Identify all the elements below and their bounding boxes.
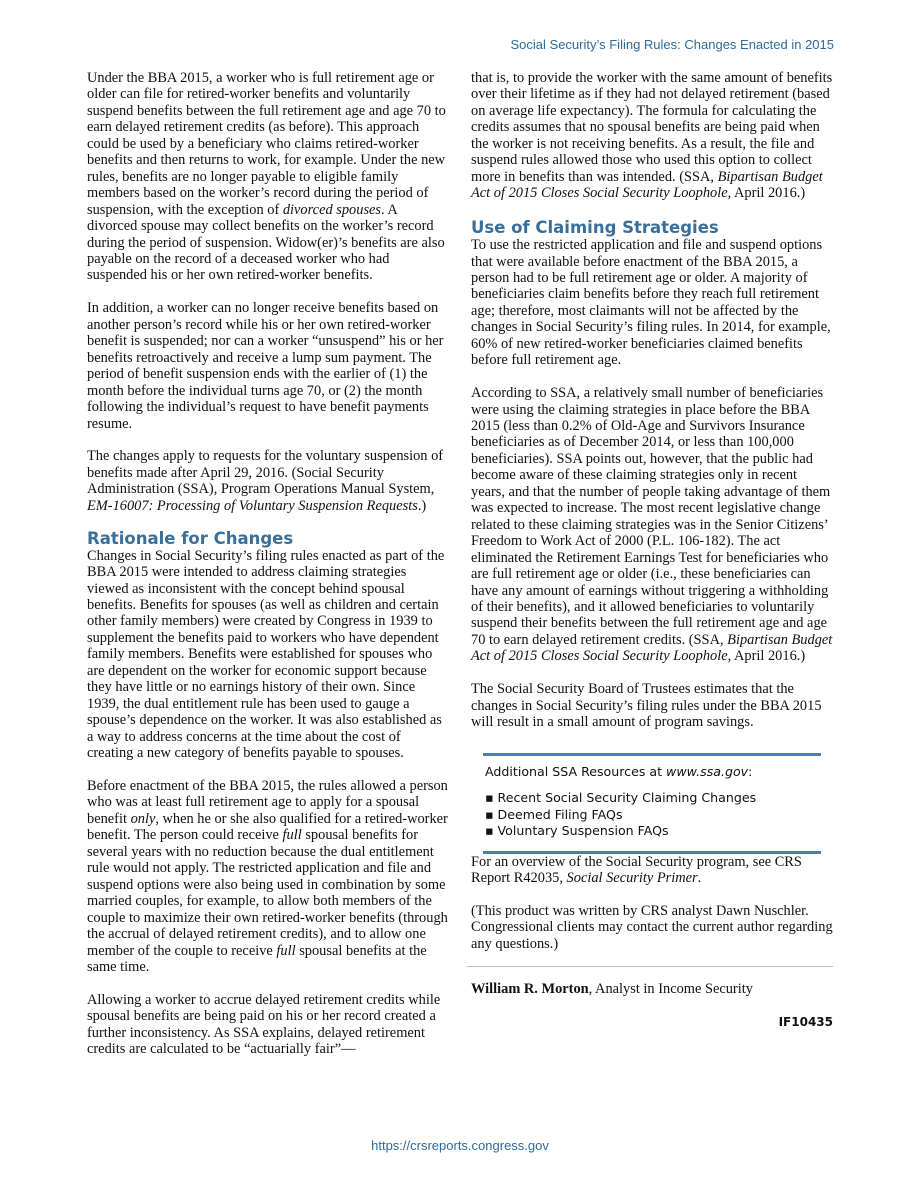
document-id: IF10435 — [778, 1015, 833, 1030]
resource-link[interactable]: ▪ Voluntary Suspension FAQs — [485, 823, 821, 840]
italic-text: divorced spouses — [282, 201, 382, 218]
resources-list — [485, 790, 821, 840]
text-span: that is, to provide the worker with the same amount of benefits over their lifetime as if they had not delayed retirement (based on average life expectancy). The formula for calculating the credits assumes that no spousal benefits are being paid when the worker is not receiving benefits. As a result, the file and suspend rules allowed those who used this option to collect more in benefits than was intended. (SSA, — [471, 70, 833, 185]
text-span: According to SSA, a relatively small number of beneficiaries were using the claiming strategies in place before the BBA 2015 (less than 0.2% of Old-Age and Survivors Insurance beneficiaries as of December 2014, or less than 100,000 beneficiaries). SSA points out, however, that the public had become aware of these claiming strategies only in recent years, and that the number of people taking advantage of them was expected to increase. The most recent legislative change related to these claiming strategies was in the Senior Citizens’ Freedom to Work Act of 2000 (P.L. 106-182). The act eliminated the Retirement Earnings Test for beneficiaries who are full retirement age or older (i.e., these beneficiaries can have any amount of earnings without triggering a withholding of their benefits), and it allowed beneficiaries to voluntarily suspend their benefits between the full retirement age and age 70 to earn delayed retirement credits. (SSA, — [471, 385, 831, 648]
italic-citation: Bipartisan Budget Act of 2015 Closes Social Security Loophole — [471, 631, 833, 665]
italic-text: full — [282, 827, 302, 844]
text-span: .) — [417, 497, 427, 514]
paragraph: To use the restricted application and file and suspend options that were available before enactment of the BBA 2015, a person had to be full retirement age or older. A majority of beneficiaries claim benefits before they reach full retirement age; therefore, most claimants will not be affected by the changes in Social Security’s filing rules. In 2014, for example, 60% of new retired-worker beneficiaries claimed benefits before full retirement age. — [471, 237, 831, 369]
text-span: . — [697, 870, 702, 887]
left-column — [87, 70, 449, 1074]
italic-citation: Bipartisan Budget Act of 2015 Closes Social Security Loophole — [471, 168, 823, 202]
site-link[interactable]: www.ssa.gov — [666, 763, 749, 779]
page-header-title: Social Security’s Filing Rules: Changes Enacted in 2015 — [510, 37, 834, 52]
italic-citation: Social Security Primer — [566, 870, 698, 887]
author-title: , Analyst in Income Security — [588, 981, 753, 998]
text-span: spousal benefits at the same time. — [87, 942, 427, 975]
italic-citation: EM-16007: Processing of Voluntary Suspension Requests — [87, 497, 418, 514]
text-span: Under the BBA 2015, a worker who is full retirement age or older can file for retired-worker benefits and voluntarily suspend benefits between the full retirement age and age 70 to earn delayed retirement credits (as before). This approach could be used by a beneficiary who claims retired-worker benefits and then returns to work, for example. Under the new rules, benefits are no longer payable to eligible family members based on the worker’s record during the period of suspension, with the exception of — [87, 70, 446, 218]
resource-link[interactable]: ▪ Deemed Filing FAQs — [485, 807, 821, 824]
text-span: The changes apply to requests for the voluntary suspension of benefits made after April 29, 2016. (Social Security Administration (SSA), Program Operations Manual System, — [87, 448, 444, 498]
author-line — [471, 981, 833, 997]
section-heading-use: Use of Claiming Strategies — [471, 218, 719, 238]
paragraph: (This product was written by CRS analyst Dawn Nuschler. Congressional clients may contact the current author regarding any questions.) — [471, 902, 833, 952]
paragraph — [87, 448, 449, 514]
paragraph — [87, 70, 449, 284]
paragraph: Allowing a worker to accrue delayed retirement credits while spousal benefits are being paid on his or her record created a further inconsistency. As SSA explains, delayed retirement credits are calculated to be “actuarially fair”— — [87, 991, 441, 1058]
text-span: For an overview of the Social Security program, see CRS Report R42035, — [471, 853, 802, 887]
section-heading-rationale: Rationale for Changes — [87, 528, 294, 548]
paragraph — [471, 70, 833, 202]
paragraph — [471, 854, 833, 887]
paragraph — [471, 385, 833, 665]
resources-heading — [485, 764, 821, 781]
paragraph: Changes in Social Security’s filing rules enacted as part of the BBA 2015 were intended to address claiming strategies viewed as inconsistent with the concept behind spousal benefits. Benefits for spouses (as well as children and certain other family members) were created by Congress in 1939 to supplement the benefits paid to workers who have dependent family members. Benefits were established for spouses who are dependent on the worker for economic support because they have little or no earnings history of their own. Since 1939, the dual entitlement rule has been used to gauge a spouse’s dependence on the worker. It was also established as a way to address concerns at the time about the cost of creating a new category of benefits payable to spouses. — [87, 547, 445, 762]
text-span: , April 2016.) — [727, 185, 806, 202]
text-span: : — [748, 763, 753, 779]
author-name: William R. Morton — [471, 981, 589, 998]
text-span: . A divorced spouse may collect benefits on the worker’s record during the period of suspension. Widow(er)’s benefits are also payable on the record of a deceased worker who had suspended his or her own retired-worker benefits. — [87, 201, 445, 284]
paragraph: The Social Security Board of Trustees estimates that the changes in Social Security’s filing rules under the BBA 2015 will result in a small amount of program savings. — [471, 681, 822, 731]
text-span: , April 2016.) — [727, 648, 806, 665]
text-span: spousal benefits for several years with no reduction because the dual entitlement rule would not apply. The restricted application and file and suspend options were also being used in combination by some married couples, for example, to allow both members of the couple to maximize their own retired-worker benefits (through the accrual of delayed retirement credits), and to allow one member of the couple to receive — [87, 827, 448, 959]
paragraph: In addition, a worker can no longer receive benefits based on another person’s record while his or her own retired-worker benefit is suspended; nor can a worker “unsuspend” his or her benefits retroactively and receive a lump sum payment. The period of benefit suspension ends with the earlier of (1) the month before the individual turns age 70, or (2) the month following the individual’s request to have benefit payments resume. — [87, 300, 444, 432]
resource-link[interactable]: ▪ Recent Social Security Claiming Changes — [485, 790, 821, 807]
text-span: Additional SSA Resources at — [485, 763, 667, 779]
text-span: Before enactment of the BBA 2015, the rules allowed a person who was at least full retirement age to apply for a spousal benefit — [87, 777, 448, 827]
italic-text: full — [276, 942, 296, 959]
paragraph — [87, 778, 449, 975]
italic-text: only — [130, 810, 156, 827]
resources-box — [483, 753, 821, 854]
footer-url[interactable]: https://crsreports.congress.gov — [371, 1138, 549, 1153]
text-span: , when he or she also qualified for a retired-worker benefit. The person could receive — [87, 810, 448, 844]
divider — [467, 966, 833, 967]
right-column — [471, 70, 833, 1031]
